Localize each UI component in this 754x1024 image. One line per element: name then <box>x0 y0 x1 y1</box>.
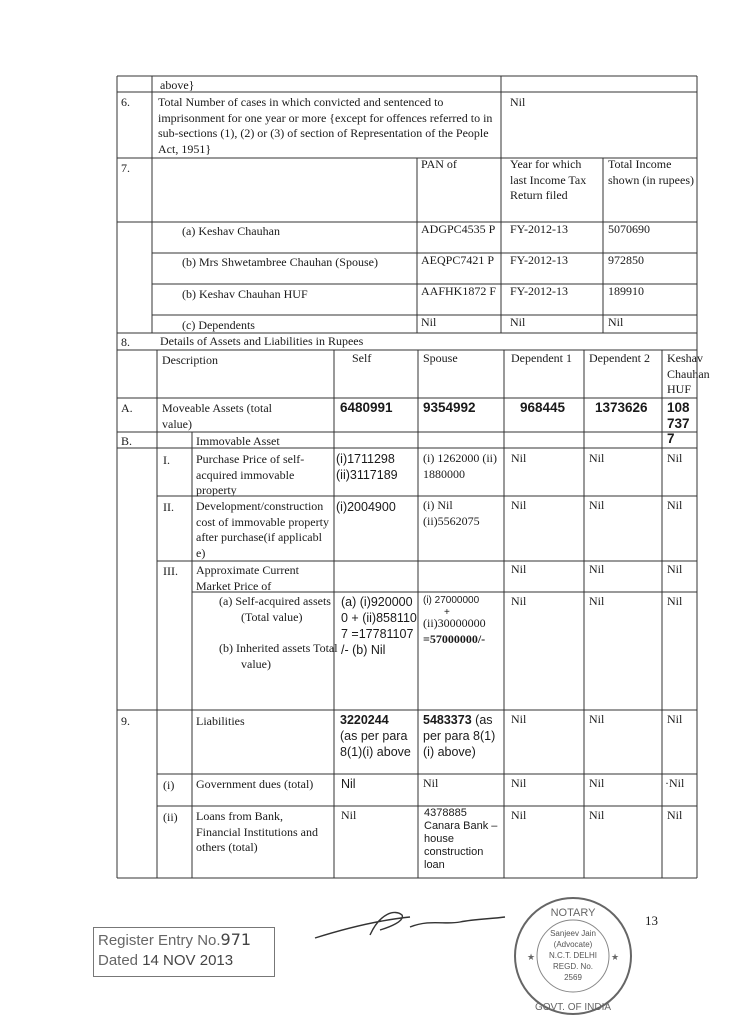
section7-header-year: Year for which last Income Tax Return filed <box>510 157 587 202</box>
section6-number: 6. <box>121 95 130 109</box>
page-number: 13 <box>645 913 658 928</box>
row-iii-number: III. <box>163 564 178 578</box>
section7-row-income: 5070690 <box>608 222 650 236</box>
row-iii-spouse-line4: =57000000/- <box>423 632 486 646</box>
row-iii-spouse-line1: (i) 27000000 <box>423 595 480 606</box>
row-a-dep2: 1373626 <box>595 400 648 415</box>
section7-row-pan: AAFHK1872 F <box>421 284 497 298</box>
row-ii-number: II. <box>163 500 174 514</box>
section9-spouse-note: (as per para 8(1)(i) above) <box>423 713 496 759</box>
section7-row-label: (b) Keshav Chauhan HUF <box>182 287 308 301</box>
section7-row-year: FY-2012-13 <box>510 222 569 236</box>
section8-title: Details of Assets and Liabilities in Rupees <box>160 334 364 348</box>
row-iii-dep2: Nil <box>589 562 605 576</box>
notary-place: N.C.T. DELHI <box>548 951 598 960</box>
row-iii-dep1: Nil <box>511 562 527 576</box>
prev-section-tail: above} <box>160 78 195 92</box>
section6-text: Total Number of cases in which convicted and sentenced to imprisonment for one year or more {except for offences referred to in sub-sections (1), (2) or (3) of section of Representation of the People Act, 1951} <box>158 95 493 156</box>
register-number: 971 <box>220 930 252 949</box>
section7-row-income: 189910 <box>608 284 644 298</box>
dated-label: Dated <box>98 952 139 969</box>
row-b-number: B. <box>121 434 133 448</box>
section9-i-number: (i) <box>163 778 175 792</box>
section7-header-pan: PAN of <box>421 157 457 171</box>
row-iii-sub-dep1: Nil <box>511 594 527 608</box>
register-stamp <box>93 927 275 977</box>
section7-row-pan: ADGPC4535 P <box>421 222 496 236</box>
row-iii-a-label: (a) Self-acquired assets (Total value) <box>219 594 331 624</box>
row-a-label: Moveable Assets (total value) <box>162 401 272 431</box>
notary-regd: REGD. No. <box>552 962 594 971</box>
star-icon: ★ <box>610 952 620 962</box>
row-iii-sub-huf: Nil <box>667 594 683 608</box>
notary-role: (Advocate) <box>553 940 593 949</box>
notary-seal <box>511 894 636 1019</box>
section9-spouse-amount: 5483373 <box>423 713 472 727</box>
section9-spouse <box>423 712 503 760</box>
row-iii-label: Approximate Current Market Price of <box>196 563 299 593</box>
section9-dep2: Nil <box>589 712 605 726</box>
header-self: Self <box>352 351 372 365</box>
row-a-self: 6480991 <box>340 400 393 415</box>
row-a-huf: 108737 7 <box>667 400 690 446</box>
row-ii-spouse: (i) Nil (ii)5562075 <box>423 498 480 528</box>
section9-i-dep2: Nil <box>589 776 605 790</box>
notary-regd-number: 2569 <box>564 973 582 982</box>
row-a-spouse: 9354992 <box>423 400 476 415</box>
row-ii-label: Development/construction cost of immovable property after purchase(if applicable) <box>196 499 329 560</box>
header-dependent-2: Dependent 2 <box>589 351 650 365</box>
row-iii-b-label: (b) Inherited assets Total value) <box>219 641 338 671</box>
section9-i-spouse: Nil <box>423 776 439 790</box>
section9-i-huf: ·Nil <box>665 776 685 790</box>
section9-number: 9. <box>121 714 130 728</box>
signature <box>310 905 510 945</box>
header-description: Description <box>162 353 218 367</box>
section9-ii-huf: Nil <box>667 808 683 822</box>
row-ii-dep1: Nil <box>511 498 527 512</box>
section9-ii-dep2: Nil <box>589 808 605 822</box>
row-iii-self: (a) (i)9200000 + (ii)8581107 =17781107 /- (b) Nil <box>341 595 417 657</box>
row-i-huf: Nil <box>667 451 683 465</box>
section7-row-label: (c) Dependents <box>182 318 255 332</box>
row-i-self: (i)1711298 (ii)3117189 <box>336 452 398 482</box>
notary-seal-bottom: GOVT. OF INDIA <box>534 1002 612 1013</box>
notary-seal-top: NOTARY <box>550 907 596 919</box>
section6-value: Nil <box>510 95 526 109</box>
row-iii-sub-dep2: Nil <box>589 594 605 608</box>
dated-value: 14 NOV 2013 <box>142 952 234 969</box>
row-i-number: I. <box>163 453 170 467</box>
section7-header-income: Total Income shown (in rupees) <box>608 157 694 187</box>
notary-name: Sanjeev Jain <box>550 929 596 938</box>
header-dependent-1: Dependent 1 <box>511 351 572 365</box>
section9-label: Liabilities <box>196 714 245 728</box>
section7-row-label: (a) Keshav Chauhan <box>182 224 280 238</box>
section9-ii-self: Nil <box>341 808 357 822</box>
section7-row-income: 972850 <box>608 253 644 267</box>
section9-i-self: Nil <box>341 777 356 791</box>
row-i-dep2: Nil <box>589 451 605 465</box>
section7-number: 7. <box>121 161 130 175</box>
header-spouse: Spouse <box>423 351 458 365</box>
section9-ii-dep1: Nil <box>511 808 527 822</box>
section8-number: 8. <box>121 335 130 349</box>
section7-row-year: FY-2012-13 <box>510 284 569 298</box>
row-ii-huf: Nil <box>667 498 683 512</box>
section7-row-pan: Nil <box>421 315 437 329</box>
section9-ii-number: (ii) <box>163 810 178 824</box>
section9-ii-label: Loans from Bank, Financial Institutions and others (total) <box>196 809 318 854</box>
row-iii-spouse-line3: (ii)30000000 <box>423 616 486 630</box>
row-i-spouse: (i) 1262000 (ii) 1880000 <box>423 451 497 481</box>
star-icon: ★ <box>526 952 536 962</box>
row-iii-huf: Nil <box>667 562 683 576</box>
section9-i-dep1: Nil <box>511 776 527 790</box>
section9-self-note: (as per para 8(1)(i) above <box>340 729 411 759</box>
row-ii-dep2: Nil <box>589 498 605 512</box>
section7-row-year: Nil <box>510 315 526 329</box>
header-huf: Keshav Chauhan HUF <box>667 351 710 396</box>
section9-i-label: Government dues (total) <box>196 777 314 791</box>
row-iii-spouse-line2: + <box>444 607 450 618</box>
section9-ii-spouse: 4378885 Canara Bank –house construction loan <box>424 807 498 871</box>
row-a-number: A. <box>121 401 133 415</box>
register-label: Register Entry No. <box>98 932 221 949</box>
section7-row-year: FY-2012-13 <box>510 253 569 267</box>
section7-row-income: Nil <box>608 315 624 329</box>
section7-row-pan: AEQPC7421 P <box>421 253 495 267</box>
row-b-label: Immovable Asset <box>196 434 280 448</box>
row-i-dep1: Nil <box>511 451 527 465</box>
section9-self <box>340 712 416 760</box>
section9-self-amount: 3220244 <box>340 713 389 727</box>
row-ii-self: (i)2004900 <box>336 500 396 514</box>
row-a-dep1: 968445 <box>520 400 566 415</box>
section7-row-label: (b) Mrs Shwetambree Chauhan (Spouse) <box>182 255 378 269</box>
section9-huf: Nil <box>667 712 683 726</box>
row-i-label: Purchase Price of self-acquired immovable property <box>196 452 305 497</box>
section9-dep1: Nil <box>511 712 527 726</box>
